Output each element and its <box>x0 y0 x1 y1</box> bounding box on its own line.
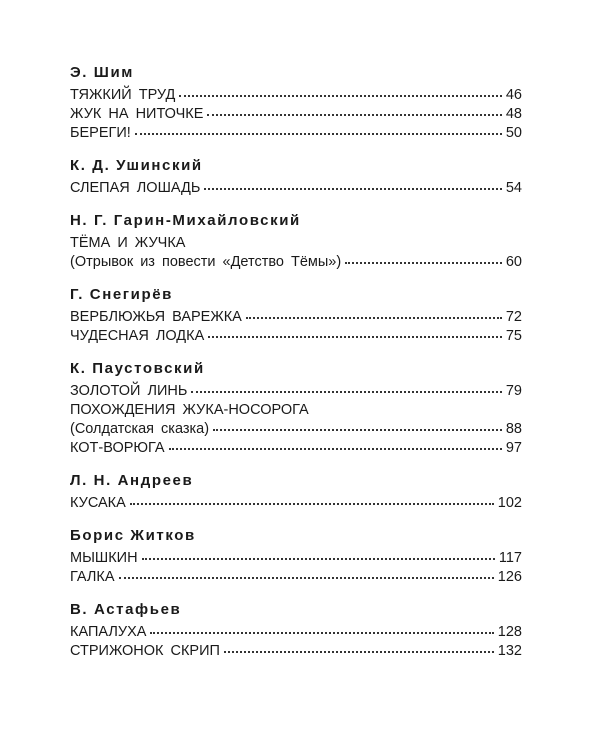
dot-leader <box>213 429 502 431</box>
entry-title: ЗОЛОТОЙ ЛИНЬ <box>70 383 188 399</box>
dot-leader <box>204 188 502 190</box>
author-name: Л. Н. Андреев <box>70 472 194 489</box>
toc-entry[interactable] <box>70 642 522 661</box>
dot-leader <box>207 114 501 116</box>
toc-section <box>70 210 522 272</box>
entry-title: (Отрывок из повести «Детство Тёмы») <box>70 254 342 270</box>
dot-leader <box>246 317 502 319</box>
toc-section <box>70 284 522 346</box>
entry-title: КАПАЛУХА <box>70 624 147 640</box>
author-name: К. Паустовский <box>70 360 205 377</box>
entry-title: БЕРЕГИ! <box>70 125 131 141</box>
toc-entry[interactable] <box>70 253 522 272</box>
toc-entry[interactable] <box>70 439 522 458</box>
dot-leader <box>142 558 495 560</box>
author-name: В. Астафьев <box>70 601 182 618</box>
entry-title: ТЯЖКИЙ ТРУД <box>70 87 176 103</box>
entry-title: СТРИЖОНОК СКРИП <box>70 643 220 659</box>
toc-entry[interactable] <box>70 420 522 439</box>
page-number: 97 <box>505 440 522 456</box>
dot-leader <box>119 577 494 579</box>
entry-title: ГАЛКА <box>70 569 115 585</box>
dot-leader <box>208 336 502 338</box>
page-number: 50 <box>505 125 522 141</box>
entry-subtitle: (Солдатская сказка) <box>70 421 210 437</box>
toc-section <box>70 62 522 143</box>
page-number: 117 <box>498 550 522 566</box>
page-number: 75 <box>505 328 522 344</box>
page-number: 128 <box>497 624 522 640</box>
author-name: Н. Г. Гарин-Михайловский <box>70 212 301 229</box>
toc-entry[interactable] <box>70 105 522 124</box>
dot-leader <box>150 632 493 634</box>
page-number: 72 <box>505 309 522 325</box>
page-number: 46 <box>505 87 522 103</box>
entry-title: КОТ-ВОРЮГА <box>70 440 165 456</box>
entry-heading[interactable]: ПОХОЖДЕНИЯ ЖУКА-НОСОРОГА <box>70 402 309 418</box>
page-number: 54 <box>505 180 522 196</box>
entry-heading[interactable]: ТЁМА И ЖУЧКА <box>70 235 186 251</box>
toc-entry[interactable] <box>70 623 522 642</box>
entry-title: МЫШКИН <box>70 550 138 566</box>
author-name: Г. Снегирёв <box>70 286 173 303</box>
toc-entry[interactable] <box>70 179 522 198</box>
toc-section <box>70 470 522 513</box>
toc-entry[interactable] <box>70 549 522 568</box>
entry-title: ЖУК НА НИТОЧКЕ <box>70 106 204 122</box>
page-number: 132 <box>497 643 522 659</box>
author-name: Э. Шим <box>70 64 134 81</box>
dot-leader <box>345 262 502 264</box>
toc-entry[interactable] <box>70 494 522 513</box>
page-number: 102 <box>497 495 522 511</box>
page-number: 60 <box>505 254 522 270</box>
toc-entry[interactable] <box>70 124 522 143</box>
page-number: 79 <box>505 383 522 399</box>
dot-leader <box>135 133 502 135</box>
dot-leader <box>224 651 494 653</box>
toc-section <box>70 358 522 458</box>
page-number: 48 <box>505 106 522 122</box>
dot-leader <box>130 503 494 505</box>
entry-title: СЛЕПАЯ ЛОШАДЬ <box>70 180 201 196</box>
toc-entry[interactable] <box>70 308 522 327</box>
page-number: 88 <box>505 421 522 437</box>
toc-section <box>70 599 522 661</box>
toc-entry[interactable] <box>70 382 522 401</box>
toc-section <box>70 155 522 198</box>
entry-title: КУСАКА <box>70 495 126 511</box>
page-number: 126 <box>497 569 522 585</box>
author-name: К. Д. Ушинский <box>70 157 203 174</box>
entry-title: ЧУДЕСНАЯ ЛОДКА <box>70 328 205 344</box>
table-of-contents <box>70 62 522 673</box>
entry-title: ВЕРБЛЮЖЬЯ ВАРЕЖКА <box>70 309 242 325</box>
toc-entry[interactable] <box>70 86 522 105</box>
toc-entry[interactable] <box>70 568 522 587</box>
toc-entry[interactable] <box>70 327 522 346</box>
toc-section <box>70 525 522 587</box>
dot-leader <box>179 95 502 97</box>
dot-leader <box>169 448 502 450</box>
dot-leader <box>191 391 501 393</box>
author-name: Борис Житков <box>70 527 196 544</box>
